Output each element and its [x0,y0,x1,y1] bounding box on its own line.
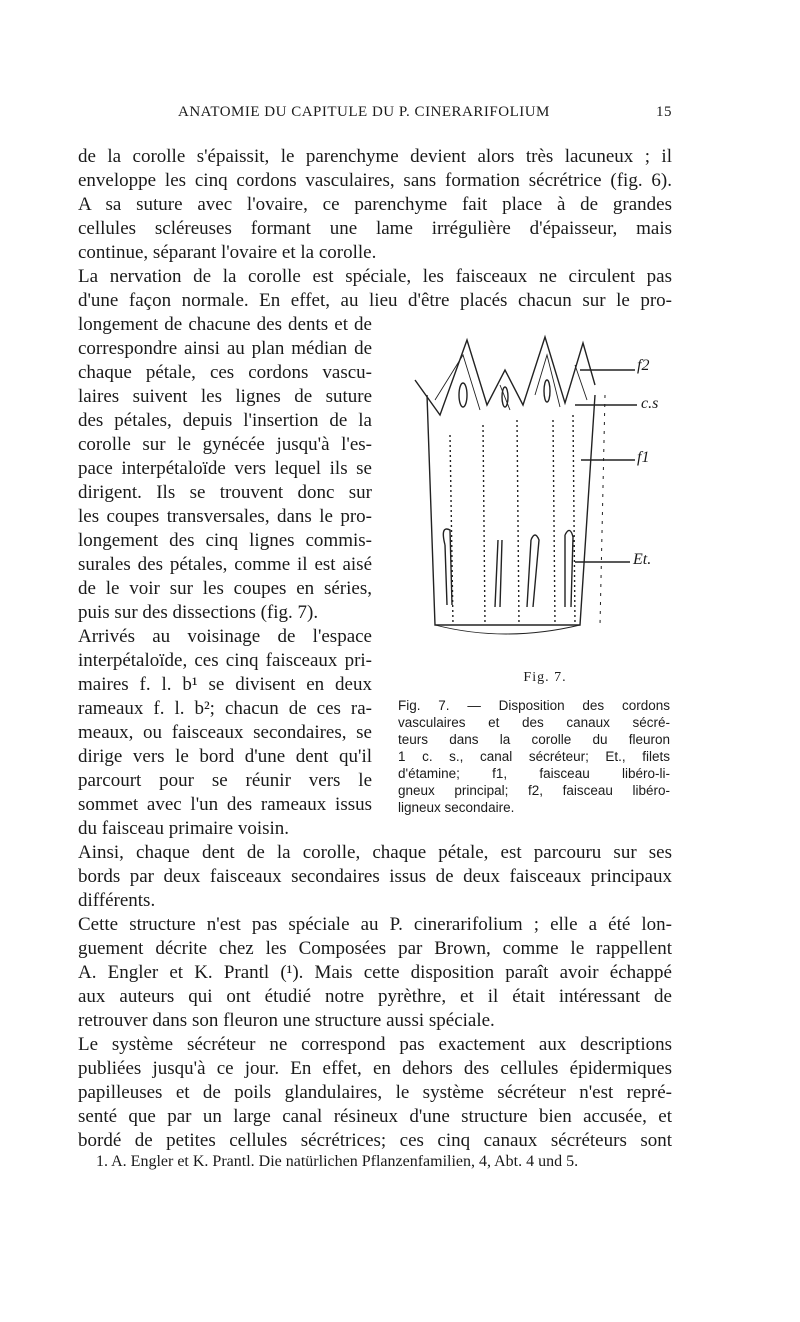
text-line: laires suivent les lignes de suture [78,386,372,407]
corolla-drawing [405,325,670,665]
text-line: dirigent. Ils se trouvent donc sur [78,482,372,503]
text-line: dirige vers le bord d'une dent qu'il [78,746,372,767]
label-cs: c.s [641,395,659,412]
figure-caption-line: Fig. 7. — Disposition des cordons [398,698,670,713]
running-title: ANATOMIE DU CAPITULE DU P. CINERARIFOLIUM [178,104,550,120]
running-header [78,104,672,128]
text-line: retrouver dans son fleuron une structure aussi spéciale. [78,1010,495,1031]
text-line: senté que par un large canal résineux d'une structure bien accusée, et [78,1106,672,1127]
text-line: bords par deux faisceaux secondaires issus de deux faisceaux principaux [78,866,672,887]
figure-caption-line: vasculaires et des canaux sécré- [398,715,670,730]
text-line: d'une façon normale. En effet, au lieu d'être placés chacun sur le pro- [78,290,672,311]
figure-caption-line: teurs dans la corolle du fleuron [398,732,670,747]
text-line: Ainsi, chaque dent de la corolle, chaque pétale, est parcouru sur ses [78,842,672,863]
text-line: puis sur des dissections (fig. 7). [78,602,319,623]
text-line: publiées jusqu'à ce jour. En effet, en dehors des cellules épidermiques [78,1058,672,1079]
text-line: A. Engler et K. Prantl (¹). Mais cette disposition paraît avoir échappé [78,962,672,983]
label-f2: f2 [637,357,650,374]
text-line: longement des cinq lignes commis- [78,530,372,551]
text-line: différents. [78,890,156,911]
text-line: aux auteurs qui ont étudié notre pyrèthre, et il était intéressant de [78,986,672,1007]
text-line: de la corolle s'épaissit, le parenchyme devient alors très lacuneux ; il [78,146,672,167]
text-line: parcourt pour se réunir vers le [78,770,372,791]
text-line: sommet avec l'un des rameaux issus [78,794,372,815]
figure-caption-line: d'étamine; f1, faisceau libéro-li- [398,766,670,781]
text-line: Arrivés au voisinage de l'espace [78,626,372,647]
figure-caption-line: 1 c. s., canal sécréteur; Et., filets [398,749,670,764]
text-line: A sa suture avec l'ovaire, ce parenchyme fait place à de grandes [78,194,672,215]
text-line: rameaux f. l. b²; chacun de ces ra- [78,698,372,719]
label-et: Et. [633,551,652,568]
label-f1: f1 [637,449,650,466]
text-line: corolle sur le gynécée jusqu'à l'es- [78,434,372,455]
text-line: maires f. l. b¹ se divisent en deux [78,674,372,695]
text-line: des pétales, depuis l'insertion de la [78,410,372,431]
text-line: guement décrite chez les Composées par Brown, comme le rappellent [78,938,672,959]
text-line: les coupes transversales, dans le pro- [78,506,372,527]
footnote: 1. A. Engler et K. Prantl. Die natürlichen Pflanzenfamilien, 4, Abt. 4 und 5. [96,1153,579,1170]
text-line: papilleuses et de poils glandulaires, le système sécréteur n'est repré- [78,1082,672,1103]
figure-title: Fig. 7. [523,670,567,685]
text-line: chaque pétale, ces cordons vascu- [78,362,372,383]
text-line: bordé de petites cellules sécrétrices; ces cinq canaux sécréteurs sont [78,1130,672,1151]
text-line: La nervation de la corolle est spéciale, les faisceaux ne circulent pas [78,266,672,287]
text-line: Cette structure n'est pas spéciale au P. cinerarifolium ; elle a été lon- [78,914,672,935]
figure-caption-line: gneux principal; f2, faisceau libéro- [398,783,670,798]
figure-caption-line: ligneux secondaire. [398,800,515,815]
text-line: meaux, ou faisceaux secondaires, se [78,722,372,743]
text-line: pace interpétaloïde vers lequel ils se [78,458,372,479]
text-line: du faisceau primaire voisin. [78,818,290,839]
text-line: Le système sécréteur ne correspond pas exactement aux descriptions [78,1034,672,1055]
text-line: correspondre ainsi au plan médian de [78,338,372,359]
text-line: longement de chacune des dents et de [78,314,372,335]
page-number: 15 [656,104,672,120]
text-line: de le voir sur les coupes en séries, [78,578,372,599]
text-line: continue, séparant l'ovaire et la corolle. [78,242,377,263]
text-line: enveloppe les cinq cordons vasculaires, sans formation sécrétrice (fig. 6). [78,170,672,191]
text-line: surales des pétales, comme il est aisé [78,554,372,575]
text-line: cellules scléreuses formant une lame irrégulière d'épaisseur, mais [78,218,672,239]
text-line: interpétaloïde, ces cinq faisceaux pri- [78,650,372,671]
corolla-figure [405,325,670,665]
